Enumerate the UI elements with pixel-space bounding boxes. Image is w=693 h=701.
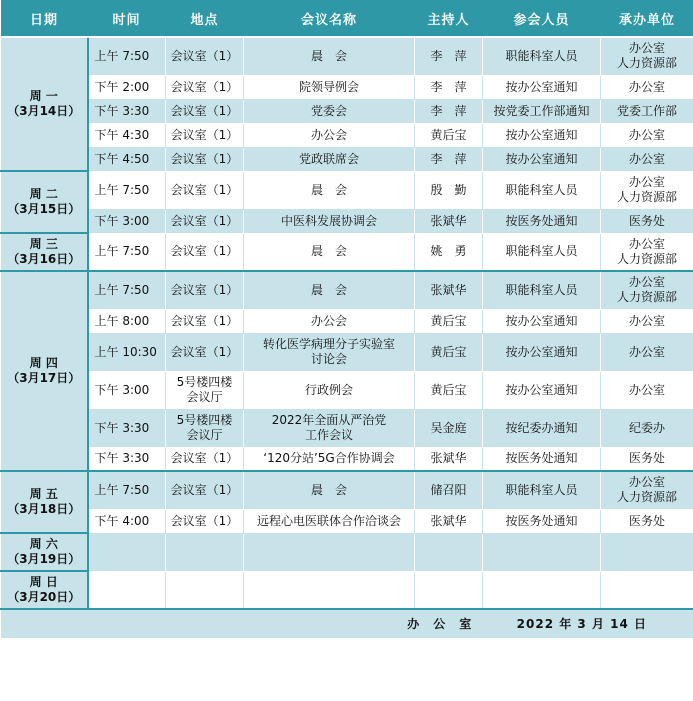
meeting-name-cell-line: 远程心电医联体合作洽谈会 [256, 513, 401, 528]
meeting-name-cell-line: 2022年全面从严治党 [271, 413, 387, 427]
time-cell: 上午 7:50 [88, 233, 166, 271]
organizer-cell [601, 233, 693, 271]
table-row [1, 99, 693, 123]
organizer-cell [601, 409, 693, 447]
day-cell [1, 233, 88, 271]
day-date: （3月17日） [7, 371, 81, 385]
meeting-name-cell [244, 99, 415, 123]
header-host: 主持人 [415, 0, 483, 37]
location-cell [166, 123, 244, 147]
location-cell [166, 447, 244, 471]
meeting-name-cell-line: 行政例会 [304, 382, 353, 397]
time-cell: 下午 3:30 [88, 409, 166, 447]
attendees-cell: 按医务处通知 [483, 509, 601, 533]
meeting-name-cell-line: 办公会 [310, 313, 347, 328]
table-row [1, 37, 693, 75]
empty-cell [483, 533, 601, 571]
organizer-cell-line: 人力资源部 [616, 251, 677, 266]
empty-cell [88, 533, 166, 571]
day-cell [1, 571, 88, 609]
meeting-name-cell-line: 晨 会 [310, 48, 347, 63]
meeting-name-cell-line: 工作会议 [304, 428, 353, 442]
location-cell [166, 509, 244, 533]
header-date: 日期 [1, 0, 88, 37]
organizer-cell [601, 333, 693, 371]
empty-row [1, 571, 693, 609]
empty-cell [483, 571, 601, 609]
organizer-cell-line: 办公室 [628, 79, 665, 94]
host-cell: 李 萍 [415, 99, 483, 123]
meeting-name-cell [244, 333, 415, 371]
meeting-name-cell [244, 271, 415, 309]
organizer-cell [601, 123, 693, 147]
footer-office: 办 公 室 [407, 616, 473, 631]
organizer-cell-line: 医务处 [628, 213, 665, 228]
host-cell: 李 萍 [415, 147, 483, 171]
meeting-name-cell-line: 晨 会 [310, 244, 347, 259]
host-cell: 姚 勇 [415, 233, 483, 271]
meeting-name-cell-line: 院领导例会 [298, 79, 359, 94]
meeting-name-cell [244, 233, 415, 271]
location-cell-line: 会议室（1） [170, 513, 239, 528]
organizer-cell-line: 办公室 [628, 275, 665, 290]
table-row [1, 509, 693, 533]
time-cell: 上午 7:50 [88, 271, 166, 309]
organizer-cell-line: 办公室 [628, 475, 665, 490]
time-cell: 下午 3:00 [88, 209, 166, 233]
table-row [1, 333, 693, 371]
organizer-cell [601, 171, 693, 209]
organizer-cell-line: 纪委办 [628, 420, 665, 435]
organizer-cell-line: 办公室 [628, 151, 665, 166]
table-row [1, 123, 693, 147]
day-date: （3月14日） [7, 104, 81, 118]
meeting-name-cell [244, 409, 415, 447]
location-cell-line: 会议室（1） [170, 244, 239, 259]
location-cell [166, 309, 244, 333]
time-cell: 下午 3:30 [88, 447, 166, 471]
location-cell-line: 会议室（1） [170, 151, 239, 166]
time-cell: 上午 7:50 [88, 171, 166, 209]
organizer-cell [601, 75, 693, 99]
time-cell: 下午 4:30 [88, 123, 166, 147]
meeting-name-cell-line: 转化医学病理分子实验室 [262, 337, 395, 351]
day-cell [1, 533, 88, 571]
day-label: 周 三 [29, 237, 58, 251]
location-cell-line: 会议室（1） [170, 127, 239, 142]
attendees-cell: 按医务处通知 [483, 447, 601, 471]
location-cell [166, 371, 244, 409]
organizer-cell-line: 办公室 [628, 127, 665, 142]
table-row [1, 309, 693, 333]
meeting-name-cell-line: 党委会 [310, 103, 347, 118]
organizer-cell [601, 309, 693, 333]
organizer-cell [601, 99, 693, 123]
organizer-cell-line: 人力资源部 [616, 490, 677, 505]
day-date: （3月15日） [7, 202, 81, 216]
meeting-name-cell-line: 党政联席会 [298, 151, 359, 166]
location-cell [166, 37, 244, 75]
attendees-cell: 职能科室人员 [483, 233, 601, 271]
location-cell-line: 会议室（1） [170, 344, 239, 359]
location-cell-line: 会议室（1） [170, 482, 239, 497]
location-cell-line: 会议室（1） [170, 282, 239, 297]
empty-cell [601, 571, 693, 609]
organizer-cell-line: 人力资源部 [616, 190, 677, 204]
host-cell: 黄后宝 [415, 333, 483, 371]
organizer-cell-line: 办公室 [628, 41, 665, 56]
meeting-name-cell [244, 75, 415, 99]
location-cell [166, 471, 244, 509]
empty-row [1, 533, 693, 571]
attendees-cell: 职能科室人员 [483, 171, 601, 209]
location-cell-line: 会议室（1） [170, 103, 239, 118]
attendees-cell: 按党委工作部通知 [483, 99, 601, 123]
host-cell: 张斌华 [415, 271, 483, 309]
organizer-cell-line: 人力资源部 [616, 56, 677, 71]
table-row [1, 471, 693, 509]
meeting-name-cell-line: 晨 会 [310, 482, 347, 497]
table-row [1, 371, 693, 409]
meeting-name-cell-line: 办公会 [310, 127, 347, 142]
meeting-name-cell [244, 123, 415, 147]
location-cell-line: 会议室（1） [170, 79, 239, 94]
meeting-name-cell [244, 171, 415, 209]
meeting-name-cell [244, 147, 415, 171]
table-row [1, 209, 693, 233]
time-cell: 下午 4:00 [88, 509, 166, 533]
organizer-cell [601, 209, 693, 233]
location-cell [166, 271, 244, 309]
table-row [1, 233, 693, 271]
attendees-cell: 按办公室通知 [483, 75, 601, 99]
meeting-name-cell-line: 晨 会 [310, 182, 347, 197]
meeting-name-cell [244, 447, 415, 471]
day-cell [1, 471, 88, 533]
empty-cell [88, 571, 166, 609]
attendees-cell: 职能科室人员 [483, 37, 601, 75]
meeting-name-cell [244, 471, 415, 509]
location-cell-line: 会议室（1） [170, 182, 239, 197]
attendees-cell: 按办公室通知 [483, 333, 601, 371]
day-cell [1, 171, 88, 233]
host-cell: 李 萍 [415, 75, 483, 99]
time-cell: 下午 3:30 [88, 99, 166, 123]
empty-cell [244, 533, 415, 571]
day-label: 周 六 [29, 537, 58, 551]
organizer-cell [601, 447, 693, 471]
organizer-cell [601, 37, 693, 75]
host-cell: 李 萍 [415, 37, 483, 75]
meeting-name-cell [244, 371, 415, 409]
location-cell [166, 209, 244, 233]
day-label: 周 二 [29, 187, 58, 201]
location-cell-line: 5号楼四楼 [176, 375, 233, 389]
location-cell [166, 171, 244, 209]
location-cell-line: 5号楼四楼 [176, 413, 233, 427]
location-cell [166, 233, 244, 271]
organizer-cell [601, 371, 693, 409]
day-label: 周 一 [29, 89, 58, 103]
meeting-name-cell [244, 309, 415, 333]
attendees-cell: 职能科室人员 [483, 471, 601, 509]
empty-cell [415, 571, 483, 609]
host-cell: 黄后宝 [415, 309, 483, 333]
organizer-cell-line: 办公室 [628, 236, 665, 251]
empty-cell [601, 533, 693, 571]
meeting-name-cell [244, 37, 415, 75]
location-cell-line: 会议室（1） [170, 451, 239, 466]
host-cell: 张斌华 [415, 447, 483, 471]
footer-row [1, 609, 693, 639]
header-location: 地点 [166, 0, 244, 37]
host-cell: 黄后宝 [415, 123, 483, 147]
location-cell [166, 409, 244, 447]
table-row [1, 409, 693, 447]
location-cell-line: 会议室（1） [170, 313, 239, 328]
time-cell: 上午 10:30 [88, 333, 166, 371]
attendees-cell: 按办公室通知 [483, 123, 601, 147]
day-label: 周 五 [29, 487, 58, 501]
location-cell-line: 会议室（1） [170, 213, 239, 228]
day-date: （3月18日） [7, 502, 81, 516]
location-cell [166, 333, 244, 371]
attendees-cell: 按办公室通知 [483, 147, 601, 171]
day-date: （3月20日） [7, 590, 81, 604]
organizer-cell-line: 办公室 [628, 382, 665, 397]
attendees-cell: 按办公室通知 [483, 309, 601, 333]
meeting-name-cell-line: 讨论会 [310, 352, 347, 366]
location-cell-line: 会议室（1） [170, 48, 239, 63]
table-row [1, 75, 693, 99]
meeting-name-cell-line: 晨 会 [310, 282, 347, 297]
organizer-cell [601, 509, 693, 533]
organizer-cell-line: 医务处 [628, 513, 665, 528]
day-cell [1, 271, 88, 471]
time-cell: 下午 4:50 [88, 147, 166, 171]
table-row [1, 171, 693, 209]
organizer-cell [601, 147, 693, 171]
header-attendees: 参会人员 [483, 0, 601, 37]
location-cell [166, 147, 244, 171]
host-cell: 殷 勤 [415, 171, 483, 209]
day-cell [1, 37, 88, 171]
host-cell: 黄后宝 [415, 371, 483, 409]
day-date: （3月19日） [7, 552, 81, 566]
meeting-name-cell-line: ‘120分站’5G合作协调会 [263, 451, 395, 466]
attendees-cell: 按办公室通知 [483, 371, 601, 409]
meeting-name-cell [244, 209, 415, 233]
header-meeting-name: 会议名称 [244, 0, 415, 37]
organizer-cell [601, 471, 693, 509]
time-cell: 下午 2:00 [88, 75, 166, 99]
organizer-cell-line: 党委工作部 [616, 103, 677, 118]
day-date: （3月16日） [7, 252, 81, 266]
day-label: 周 四 [29, 356, 58, 370]
host-cell: 张斌华 [415, 509, 483, 533]
attendees-cell: 职能科室人员 [483, 271, 601, 309]
meeting-name-cell [244, 509, 415, 533]
location-cell [166, 99, 244, 123]
header-organizer: 承办单位 [601, 0, 693, 37]
table-row [1, 147, 693, 171]
organizer-cell-line: 医务处 [628, 451, 665, 466]
time-cell: 上午 7:50 [88, 471, 166, 509]
host-cell: 吴金庭 [415, 409, 483, 447]
host-cell: 张斌华 [415, 209, 483, 233]
header-row [1, 0, 693, 37]
attendees-cell: 按纪委办通知 [483, 409, 601, 447]
time-cell: 下午 3:00 [88, 371, 166, 409]
location-cell-line: 会议厅 [186, 428, 223, 442]
empty-cell [166, 571, 244, 609]
meeting-name-cell-line: 中医科发展协调会 [280, 213, 377, 228]
empty-cell [166, 533, 244, 571]
footer [1, 609, 693, 639]
organizer-cell-line: 办公室 [628, 175, 665, 189]
organizer-cell-line: 人力资源部 [616, 290, 677, 305]
organizer-cell-line: 办公室 [628, 344, 665, 359]
location-cell [166, 75, 244, 99]
host-cell: 储召阳 [415, 471, 483, 509]
location-cell-line: 会议厅 [186, 390, 223, 404]
table-row [1, 271, 693, 309]
organizer-cell [601, 271, 693, 309]
empty-cell [415, 533, 483, 571]
table-row [1, 447, 693, 471]
footer-date: 2022 年 3 月 14 日 [516, 616, 647, 631]
empty-cell [244, 571, 415, 609]
time-cell: 上午 7:50 [88, 37, 166, 75]
header-time: 时间 [88, 0, 166, 37]
day-label: 周 日 [29, 575, 58, 589]
organizer-cell-line: 办公室 [628, 313, 665, 328]
attendees-cell: 按医务处通知 [483, 209, 601, 233]
time-cell: 上午 8:00 [88, 309, 166, 333]
